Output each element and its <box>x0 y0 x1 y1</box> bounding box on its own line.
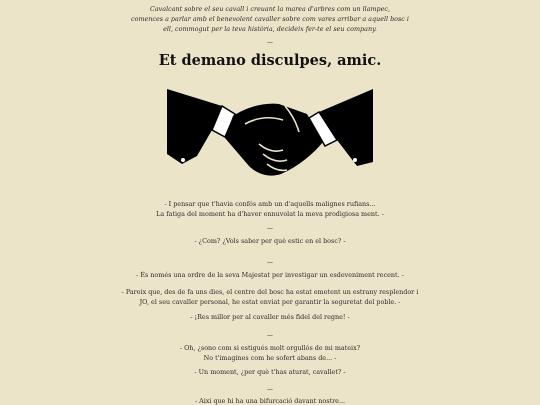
dialogue-line <box>0 397 540 405</box>
dialogue-text: JO, el seu cavaller personal, he estat enviat per garantir la seguretat del poble. - <box>139 297 401 306</box>
dialogue-line <box>0 271 540 281</box>
separator: — <box>267 386 273 393</box>
dialogue-text: - Aixi que hi ha una bifurcació davant nostre... <box>194 397 346 405</box>
separator: — <box>267 332 273 339</box>
handshake-icon <box>167 84 373 184</box>
page-title: Et demano disculpes, amic. <box>158 52 382 69</box>
intro-line: ell, commogut per la teva història, decideix fer-te el seu company. <box>163 25 377 33</box>
dialogue-text: - ¡Res millor per al cavaller més fidel del regne! - <box>190 313 350 321</box>
dialogue-text: - Oh, ¿sono com si estigués molt orgullós de mi mateix? <box>179 344 361 352</box>
dialogue-text: No t'imagines com he sofert abans de... - <box>203 353 337 362</box>
dialogue-line <box>0 288 540 307</box>
separator: — <box>267 225 273 232</box>
separator: — <box>267 39 273 46</box>
intro-narration <box>120 4 420 34</box>
dialogue-line <box>0 237 540 247</box>
dialogue-line <box>0 344 540 363</box>
dialogue-text: - Un moment, ¿per què t'has aturat, cavallet? - <box>194 368 346 376</box>
dialogue-text: - ¿Com? ¿Vols saber per què estic en el bosc? - <box>194 237 346 245</box>
dialogue-line <box>0 368 540 378</box>
intro-line: comences a parlar amb el benevolent cavaller sobre com vares arribar a aquell bosc i <box>131 15 409 23</box>
dialogue-line <box>0 200 540 219</box>
dialogue-line <box>0 313 540 323</box>
dialogue-text: - És només una ordre de la seva Majestat per investigar un esdeveniment recent. - <box>136 271 404 279</box>
separator: — <box>267 259 273 266</box>
dialogue-text: - Pareix que, des de fa uns dies, el centre del bosc ha estat emetent un estrany resplendor i <box>121 288 419 296</box>
dialogue-text: - I pensar que t'havia confós amb un d'aquells malignes rufians... <box>164 200 376 208</box>
dialogue-text: La fatiga del moment ha d'haver ennuvolat la meva prodigiosa ment. - <box>156 209 384 218</box>
intro-line: Cavalcant sobre el seu cavall i creuant la marea d'arbres com un llampec, <box>149 5 391 13</box>
